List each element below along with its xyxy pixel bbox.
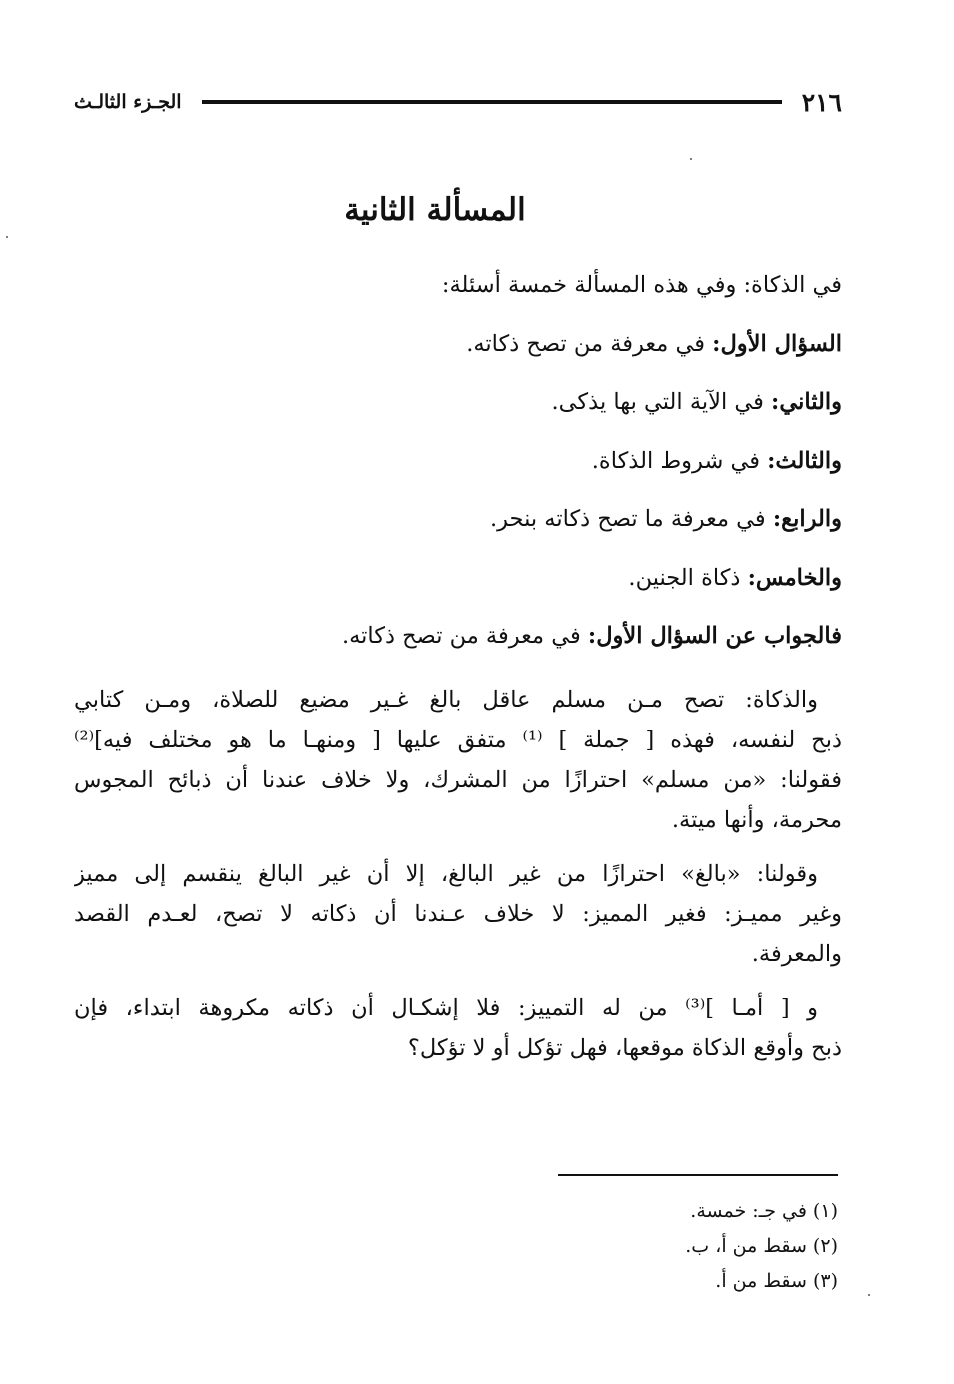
question-text: في الآية التي بها يذكى.: [551, 389, 772, 415]
footnote-rule: [558, 1174, 838, 1176]
header-rule: [202, 100, 782, 104]
question-line: [74, 490, 842, 549]
footnotes: [438, 1194, 838, 1299]
paragraph-line: والمعرفة.: [751, 940, 842, 967]
question-label: السؤال الأول:: [712, 330, 842, 357]
question-line: [74, 549, 842, 608]
question-line: [74, 432, 842, 491]
question-label: والرابع:: [772, 506, 842, 532]
paragraph-line: وقولنا: «بالغ» احترازًا من غير البالغ، إلا أن غير البالغ ينقسم إلى مميز: [74, 860, 818, 887]
paragraph-line: ذبح وأوقع الذكاة موقعها، فهل تؤكل أو لا تؤكل؟: [407, 1034, 842, 1061]
paragraph-line: ذبح لنفسه، فهذه [ جملة ] ⁽¹⁾ متفق عليها [ ومنهـا ما هو مختلف فيه]⁽²⁾: [74, 726, 842, 753]
question-label: والخامس:: [747, 564, 842, 591]
scan-speck: [6, 236, 8, 238]
section-title: المسألة الثانية: [344, 192, 526, 228]
paragraph-line: وغير مميـز: فغير المميز: لا خلاف عـندنا أن ذكاته لا تصح، لعـدم القصد: [74, 900, 842, 927]
scan-speck: [690, 158, 692, 160]
question-label: والثاني:: [771, 389, 842, 415]
scan-speck: [868, 1294, 870, 1296]
main-text: [74, 256, 842, 1068]
paragraph-line: فقولنا: «من مسلم» احترازًا من المشرك، ولا خلاف عندنا أن ذبائح المجوس: [74, 766, 842, 793]
paragraph-line: و [ أمـا ]⁽³⁾ من له التمييز: فلا إشكـال أن ذكاته مكروهة ابتداء، فإن: [74, 994, 819, 1021]
footnote: (٢) سقط من أ، ب.: [685, 1235, 838, 1257]
question-text: في شروط الذكاة.: [591, 447, 768, 474]
question-text: ذكاة الجنين.: [628, 564, 748, 591]
footnote: (٣) سقط من أ.: [715, 1270, 838, 1292]
answer-heading: [74, 607, 842, 666]
volume-title: الجـزء الثالـث: [74, 91, 182, 113]
question-line: [74, 315, 842, 374]
footnote: (١) في جـ: خمسة.: [690, 1200, 838, 1222]
question-label: والثالث:: [767, 447, 842, 474]
answer-text: في معرفة من تصح ذكاته.: [341, 623, 588, 649]
question-line: [74, 373, 842, 432]
paragraph-line: محرمة، وأنها ميتة.: [671, 806, 842, 833]
running-header: [74, 84, 842, 120]
answer-label: فالجواب عن السؤال الأول:: [587, 623, 842, 649]
intro-line: في الذكاة: وفي هذه المسألة خمسة أسئلة:: [441, 272, 842, 298]
paragraph-line: والذكاة: تصح مـن مسلم عاقل بالغ غـير مضيع للصلاة، ومـن كتابي: [74, 686, 818, 713]
page-number: ٢١٦: [801, 87, 842, 117]
question-text: في معرفة من تصح ذكاته.: [466, 330, 713, 357]
question-text: في معرفة ما تصح ذكاته بنحر.: [489, 506, 773, 532]
